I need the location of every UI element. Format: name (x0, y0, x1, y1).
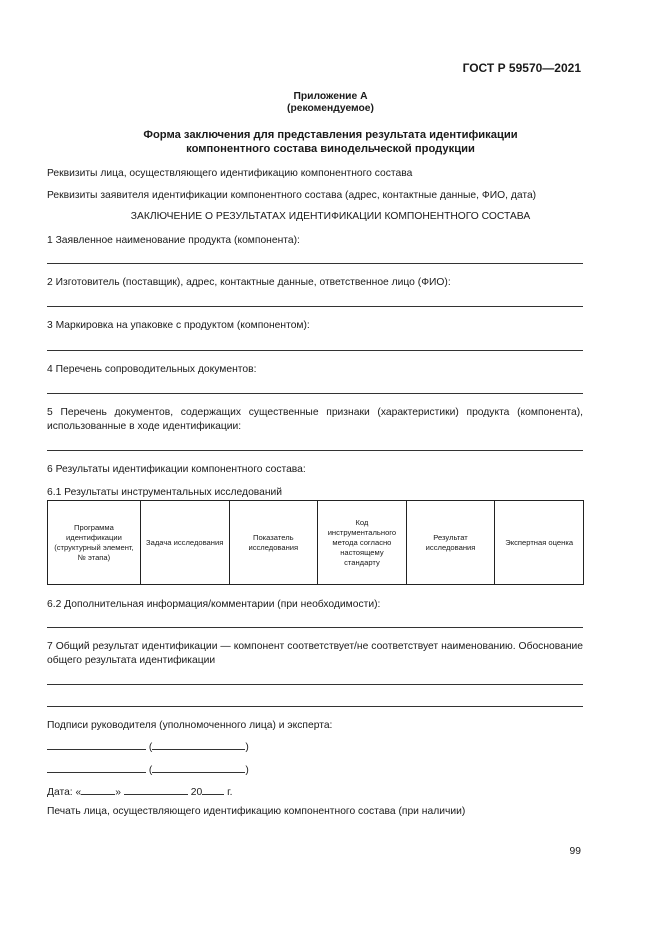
date-day-field[interactable] (81, 784, 115, 795)
appendix-status: (рекомендуемое) (287, 103, 374, 114)
appendix-title: Приложение А (293, 91, 368, 102)
signature-field[interactable] (47, 739, 146, 750)
signatures-label: Подписи руководителя (уполномоченного лица) и эксперта: (47, 720, 333, 731)
table-header-cell: Задача исследования (140, 501, 229, 585)
section-5-label: 5 Перечень документов, содержащих существенные признаки (характеристики) продукта (компонента), использованные в ходе идентификации: (47, 407, 583, 432)
requisites-identifier: Реквизиты лица, осуществляющего идентификацию компонентного состава (47, 168, 413, 179)
section-4-label: 4 Перечень сопроводительных документов: (47, 364, 257, 375)
form-title-line2: компонентного состава винодельческой продукции (186, 143, 475, 155)
requisites-applicant: Реквизиты заявителя идентификации компонентного состава (адрес, контактные данные, ФИО, дата) (47, 190, 537, 201)
date-suffix: г. (227, 787, 233, 798)
paren-open: ( (148, 765, 153, 776)
date-month-field[interactable] (124, 784, 188, 795)
date-line (47, 784, 232, 798)
section-7-field-1[interactable] (47, 684, 583, 685)
section-4-field[interactable] (47, 393, 583, 394)
table-header-cell: Код инструментального метода согласно настоящему стандарту (318, 501, 407, 585)
date-year-prefix: 20 (190, 787, 203, 798)
form-title-line1: Форма заключения для представления результата идентификации (143, 129, 518, 141)
table-header-cell: Программа идентификации (структурный элемент, № этапа) (48, 501, 141, 585)
section-2-field[interactable] (47, 306, 583, 307)
signature-line-2 (47, 762, 249, 776)
signature-field[interactable] (47, 762, 146, 773)
section-3-label: 3 Маркировка на упаковке с продуктом (компонентом): (47, 320, 310, 331)
section-6-label: 6 Результаты идентификации компонентного состава: (47, 464, 306, 475)
section-7-label: 7 Общий результат идентификации — компонент соответствует/не соответствует наименованию. Обоснование общего результата идентификации (47, 641, 583, 666)
date-prefix: Дата: « (47, 787, 82, 798)
paren-close: ) (245, 742, 249, 753)
date-year-field[interactable] (202, 784, 224, 795)
standard-number: ГОСТ Р 59570—2021 (462, 61, 581, 75)
name-field[interactable] (152, 762, 245, 773)
section-1-label: 1 Заявленное наименование продукта (компонента): (47, 235, 300, 246)
paren-open: ( (148, 742, 153, 753)
section-5-field[interactable] (47, 450, 583, 451)
section-6-1-label: 6.1 Результаты инструментальных исследований (47, 487, 283, 498)
table-header-cell: Результат исследования (406, 501, 495, 585)
section-3-field[interactable] (47, 350, 583, 351)
name-field[interactable] (152, 739, 245, 750)
conclusion-title: ЗАКЛЮЧЕНИЕ О РЕЗУЛЬТАТАХ ИДЕНТИФИКАЦИИ КОМПОНЕНТНОГО СОСТАВА (130, 211, 531, 222)
table-header-cell: Экспертная оценка (495, 501, 584, 585)
page-number: 99 (569, 846, 581, 857)
section-7-field-2[interactable] (47, 706, 583, 707)
table-header-row (48, 501, 584, 585)
table-header-cell: Показатель исследования (229, 501, 318, 585)
section-2-label: 2 Изготовитель (поставщик), адрес, контактные данные, ответственное лицо (ФИО): (47, 277, 451, 288)
date-mid: » (115, 787, 121, 798)
paren-close: ) (245, 765, 249, 776)
section-1-field[interactable] (47, 263, 583, 264)
section-6-2-label: 6.2 Дополнительная информация/комментарии (при необходимости): (47, 599, 381, 610)
results-table (47, 500, 584, 585)
section-6-2-field[interactable] (47, 627, 583, 628)
signature-line-1 (47, 739, 249, 753)
stamp-label: Печать лица, осуществляющего идентификацию компонентного состава (при наличии) (47, 806, 466, 817)
